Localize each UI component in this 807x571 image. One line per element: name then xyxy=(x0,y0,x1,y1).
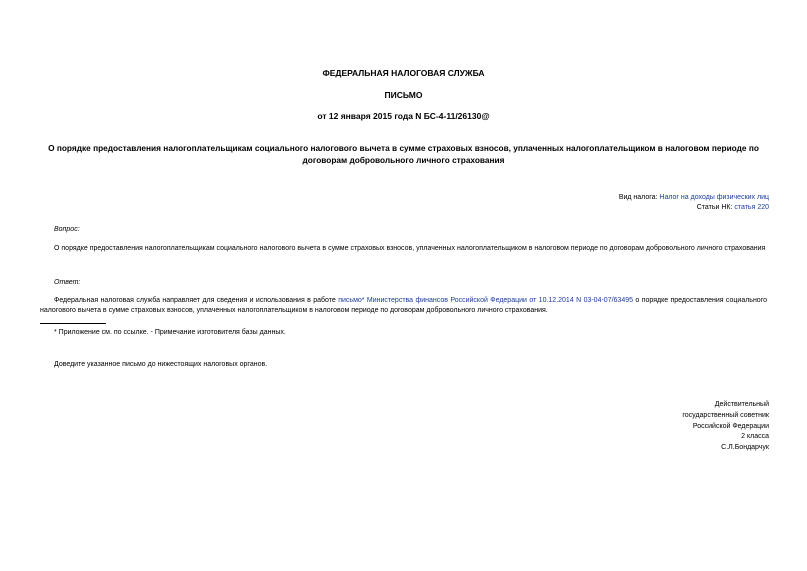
nk-article-link[interactable]: статья 220 xyxy=(734,204,769,211)
tax-type-line xyxy=(619,193,769,203)
document-subject: О порядке предоставления налогоплательщикам социального налогового вычета в сумме страховых взносов, уплаченных налогоплательщиком в налоговом периоде по договорам добровольного личного страхования xyxy=(48,143,759,165)
answer-body-end: о порядке предоставления социального налогового вычета в сумме страховых взносов, уплаченных налогоплательщиком в налоговом периоде по договорам добровольного личного страхования. xyxy=(40,297,767,314)
answer-body-start: Федеральная налоговая служба направляет для сведения и использования в работе xyxy=(54,297,339,304)
closing-instruction: Доведите указанное письмо до нижестоящих налоговых органов. xyxy=(54,361,268,368)
signatory-name: С.Л.Бондарчук xyxy=(721,444,769,452)
signature-line: государственный советник xyxy=(682,411,769,419)
question-text xyxy=(40,244,767,254)
agency-title: ФЕДЕРАЛЬНАЯ НАЛОГОВАЯ СЛУЖБА xyxy=(322,68,485,78)
answer-text xyxy=(40,296,767,316)
document-date-number: от 12 января 2015 года N БС-4-11/26130@ xyxy=(317,111,490,121)
tax-type-label: Вид налога: xyxy=(618,194,660,201)
document-type: ПИСЬМО xyxy=(384,90,423,100)
question-body: О порядке предоставления налогоплательщикам социального налогового вычета в сумме страховых взносов, уплаченных налогоплательщиком в налоговом периоде по договорам добровольного личного страхования xyxy=(54,245,766,252)
footnote: * Приложение см. по ссылке. - Примечание изготовителя базы данных. xyxy=(54,329,286,336)
minfin-letter-link[interactable]: письмо* Министерства финансов Российской Федерации от 10.12.2014 N 03-04-07/63495 xyxy=(338,297,633,304)
signature-line: 2 класса xyxy=(741,433,769,441)
nk-articles-line xyxy=(697,203,769,213)
footnote-divider xyxy=(40,323,106,324)
signature-line: Российской Федерации xyxy=(692,422,769,430)
answer-label: Ответ: xyxy=(54,279,81,286)
signature-block xyxy=(682,400,769,454)
question-label: Вопрос: xyxy=(54,226,80,233)
tax-type-link[interactable]: Налог на доходы физических лиц xyxy=(659,194,769,201)
signature-line: Действительный xyxy=(714,401,769,408)
nk-articles-label: Статьи НК: xyxy=(696,204,735,211)
